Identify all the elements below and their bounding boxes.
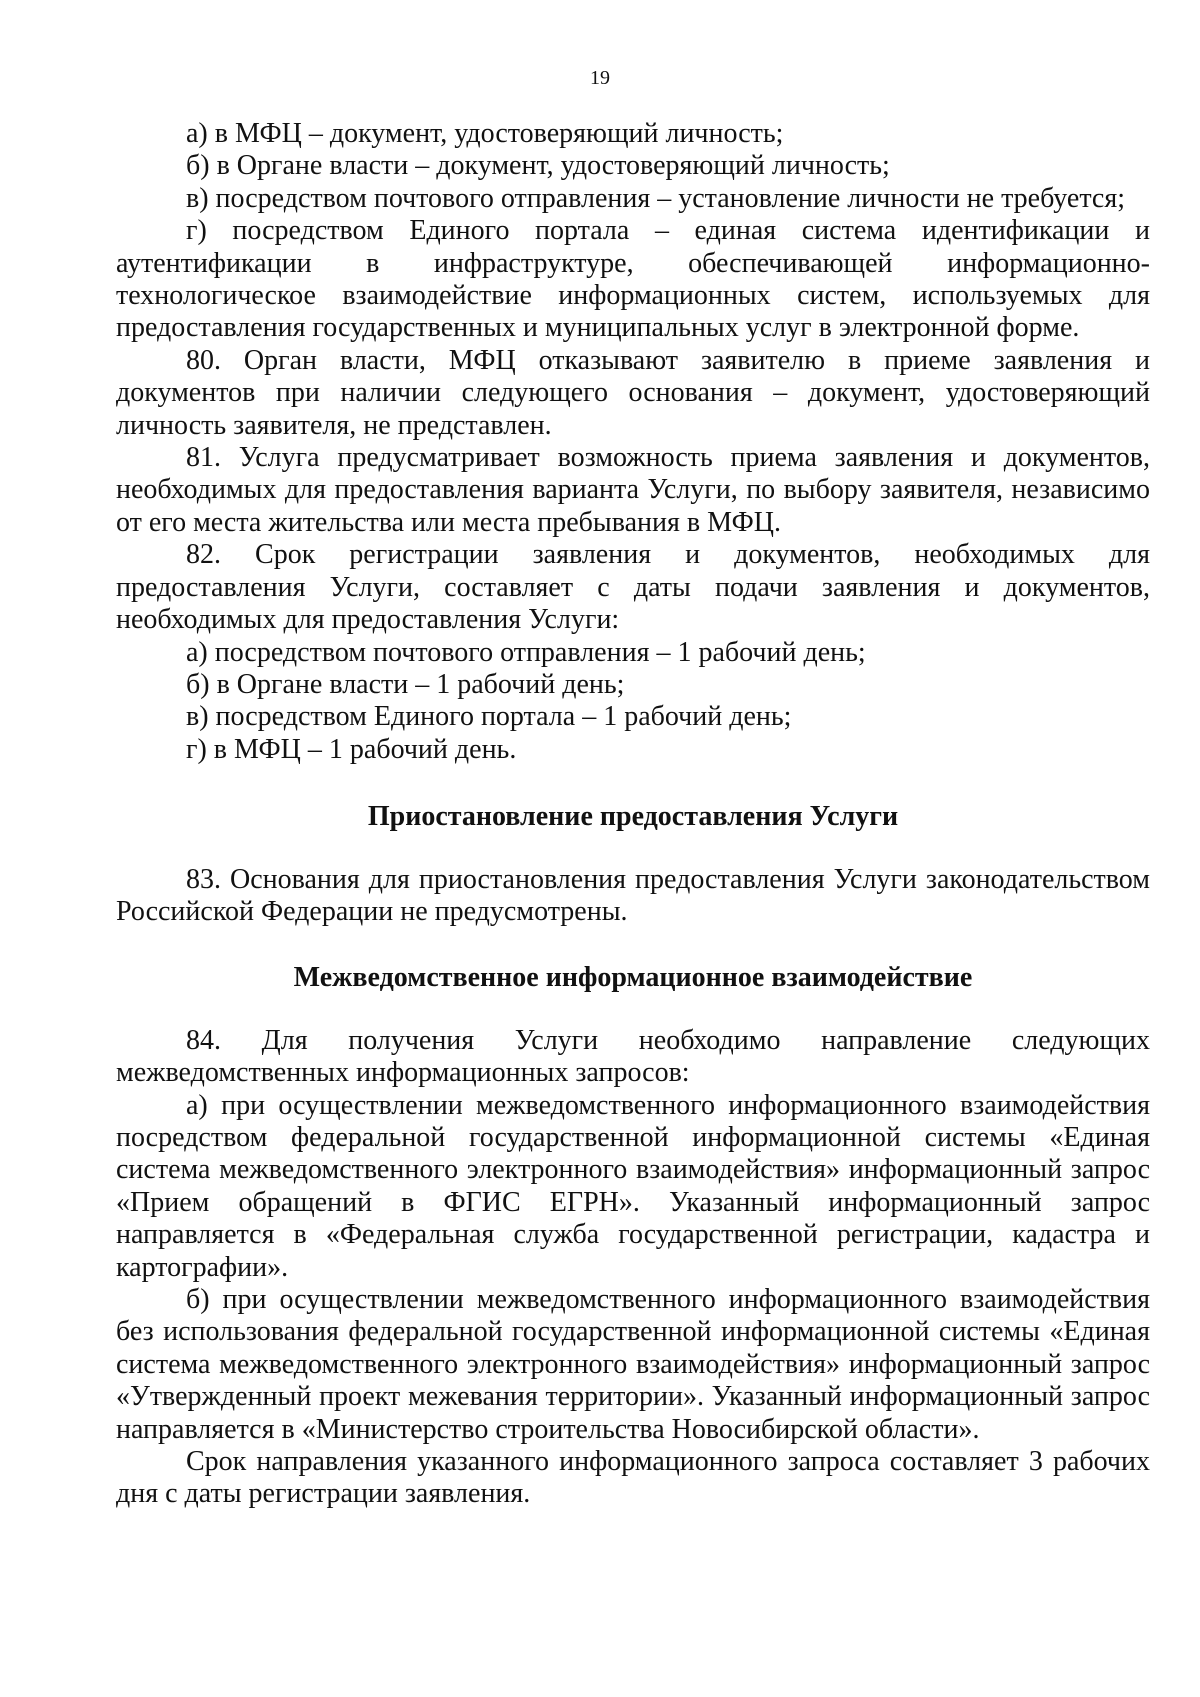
paragraph-item-v-identity-postal: в) посредством почтового отправления – установление личности не требуется;	[186, 182, 1125, 214]
paragraph-request-term: Срок направления указанного информационного запроса составляет 3 рабочих дня с даты регистрации заявления.	[116, 1446, 1150, 1510]
document-body	[116, 118, 1150, 1511]
section-heading-interagency: Межведомственное информационное взаимодействие	[293, 962, 973, 994]
paragraph-83: 83. Основания для приостановления предоставления Услуги законодательством Российской Федерации не предусмотрены.	[116, 863, 1150, 927]
paragraph-81: 81. Услуга предусматривает возможность приема заявления и документов, необходимых для предоставления варианта Услуги, по выбору заявителя, независимо от его места жительства или места пребывания в МФЦ.	[116, 442, 1150, 538]
paragraph-84: 84. Для получения Услуги необходимо направление следующих межведомственных информационных запросов:	[116, 1024, 1150, 1089]
paragraph-item-b-identity-authority: б) в Органе власти – документ, удостоверяющий личность;	[186, 150, 890, 182]
paragraph-item-g-identity-portal: г) посредством Единого портала – единая система идентификации и аутентификации в инфраструктуре, обеспечивающей информационно-технологическое взаимодействие информационных систем, используемых для предоставления государственных и муниципальных услуг в электронной форме.	[116, 215, 1150, 344]
paragraph-item-v-term-portal: в) посредством Единого портала – 1 рабочий день;	[186, 701, 792, 733]
paragraph-item-g-term-mfc: г) в МФЦ – 1 рабочий день.	[186, 733, 517, 765]
paragraph-item-a-identity-mfc: а) в МФЦ – документ, удостоверяющий личность;	[186, 118, 784, 149]
page-number: 19	[590, 67, 610, 89]
paragraph-item-a-term-postal: а) посредством почтового отправления – 1 рабочий день;	[186, 636, 866, 668]
paragraph-80: 80. Орган власти, МФЦ отказывают заявителю в приеме заявления и документов при наличии следующего основания – документ, удостоверяющий личность заявителя, не представлен.	[116, 344, 1150, 441]
paragraph-item-b-request-ministry: б) при осуществлении межведомственного информационного взаимодействия без использования федеральной государственной информационной системы «Единая система межведомственного электронного взаимодействия» информационный запрос «Утвержденный проект межевания территории». Указанный информационный запрос направляется в «Министерство строительства Новосибирской области».	[116, 1284, 1150, 1445]
paragraph-item-a-request-egrn: а) при осуществлении межведомственного информационного взаимодействия посредством федеральной государственной информационной системы «Единая система межведомственного электронного взаимодействия» информационный запрос «Прием обращений в ФГИС ЕГРН». Указанный информационный запрос направляется в «Федеральная служба государственной регистрации, кадастра и картографии».	[116, 1089, 1150, 1283]
paragraph-82: 82. Срок регистрации заявления и документов, необходимых для предоставления Услуги, составляет с даты подачи заявления и документов, необходимых для предоставления Услуги:	[116, 539, 1150, 636]
paragraph-item-b-term-authority: б) в Органе власти – 1 рабочий день;	[186, 668, 625, 700]
section-heading-suspension: Приостановление предоставления Услуги	[367, 801, 899, 833]
